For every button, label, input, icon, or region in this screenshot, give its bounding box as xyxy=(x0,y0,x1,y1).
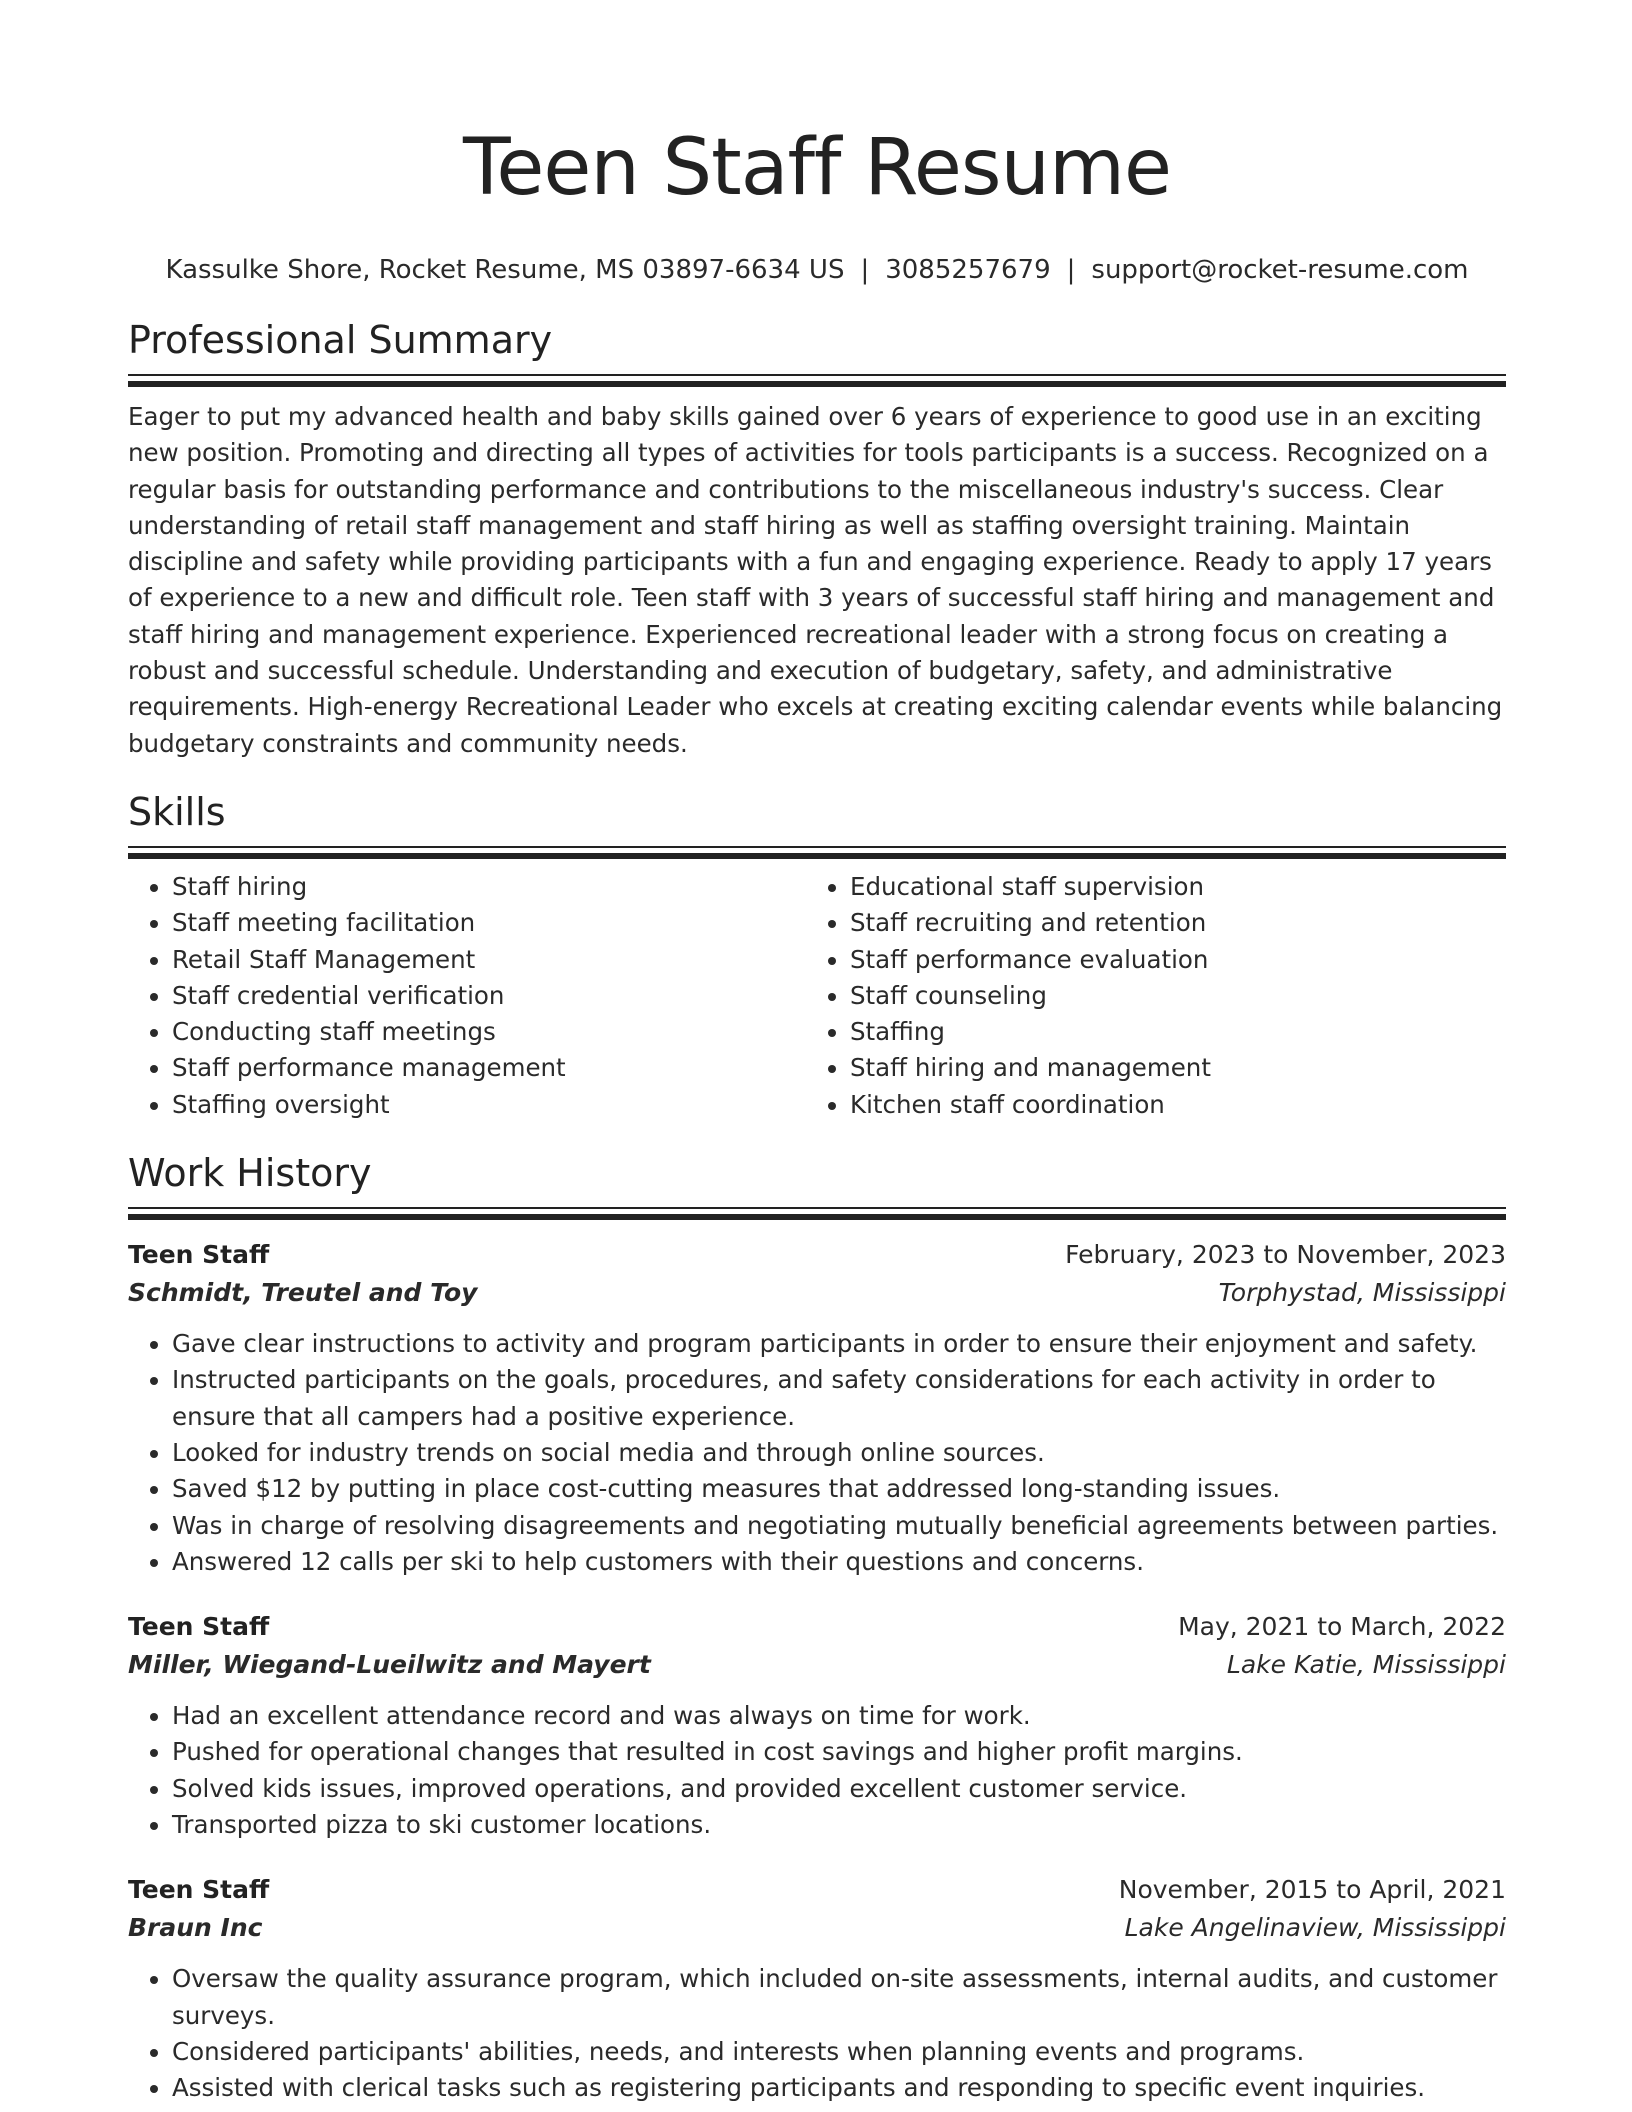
skill-item: • Staffing oversight xyxy=(172,1087,806,1123)
resume-page xyxy=(128,0,1506,2107)
skills-column-right xyxy=(806,869,1484,1123)
job-bullet-list xyxy=(128,1326,1506,1580)
skill-item: • Staffing xyxy=(850,1014,1484,1050)
skill-item: • Staff credential verification xyxy=(172,978,806,1014)
job-dates: February, 2023 to November, 2023 xyxy=(1065,1240,1506,1270)
job-title: Teen Staff xyxy=(128,1240,270,1270)
skill-item: • Staff counseling xyxy=(850,978,1484,1014)
job-bullet: • Looked for industry trends on social media and through online sources. xyxy=(172,1435,1506,1471)
job-subheader xyxy=(128,1274,1506,1312)
section-divider xyxy=(128,1207,1506,1220)
job-title: Teen Staff xyxy=(128,1875,270,1905)
contact-email: support@rocket-resume.com xyxy=(1091,255,1469,285)
skill-item: • Staff recruiting and retention xyxy=(850,905,1484,941)
skills-heading: Skills xyxy=(128,789,226,834)
job-entry xyxy=(128,1871,1506,2106)
job-location: Lake Katie, Mississippi xyxy=(1226,1650,1506,1680)
job-bullet-list xyxy=(128,1961,1506,2106)
section-divider xyxy=(128,846,1506,859)
summary-section xyxy=(128,316,1506,762)
job-bullet: • Pushed for operational changes that resulted in cost savings and higher profit margins. xyxy=(172,1734,1506,1770)
job-bullet: • Oversaw the quality assurance program, which included on-site assessments, internal audits, and customer surveys. xyxy=(172,1961,1506,2034)
job-bullet-list xyxy=(128,1698,1506,1843)
job-entry xyxy=(128,1608,1506,1843)
job-bullet: • Answered 12 calls per ski to help customers with their questions and concerns. xyxy=(172,1544,1506,1580)
skill-item: • Educational staff supervision xyxy=(850,869,1484,905)
resume-title: Teen Staff Resume xyxy=(463,123,1171,213)
job-bullet: • Gave clear instructions to activity and program participants in order to ensure their enjoyment and safety. xyxy=(172,1326,1506,1362)
job-bullet: • Was in charge of resolving disagreements and negotiating mutually beneficial agreements between parties. xyxy=(172,1508,1506,1544)
contact-separator: | xyxy=(1066,255,1076,285)
skills-column-left xyxy=(128,869,806,1123)
skill-item: • Staff hiring xyxy=(172,869,806,905)
skill-item: • Kitchen staff coordination xyxy=(850,1087,1484,1123)
job-bullet: • Assisted with clerical tasks such as registering participants and responding to specific event inquiries. xyxy=(172,2070,1506,2106)
job-header xyxy=(128,1608,1506,1646)
skills-section xyxy=(128,788,1506,1123)
job-bullet: • Transported pizza to ski customer locations. xyxy=(172,1807,1506,1843)
skill-item: • Staff meeting facilitation xyxy=(172,905,806,941)
job-dates: May, 2021 to March, 2022 xyxy=(1178,1612,1506,1642)
job-bullet: • Instructed participants on the goals, procedures, and safety considerations for each activity in order to ensure that all campers had a positive experience. xyxy=(172,1362,1506,1435)
summary-heading: Professional Summary xyxy=(128,318,553,362)
job-bullet: • Solved kids issues, improved operations, and provided excellent customer service. xyxy=(172,1771,1506,1807)
job-location: Torphystad, Mississippi xyxy=(1218,1278,1506,1308)
contact-address: Kassulke Shore, Rocket Resume, MS 03897-6634 US xyxy=(165,255,845,285)
job-subheader xyxy=(128,1646,1506,1684)
job-bullet: • Considered participants' abilities, needs, and interests when planning events and programs. xyxy=(172,2034,1506,2070)
job-location: Lake Angelinaview, Mississippi xyxy=(1124,1913,1506,1943)
job-bullet: • Saved $12 by putting in place cost-cutting measures that addressed long-standing issues. xyxy=(172,1471,1506,1507)
job-entry xyxy=(128,1236,1506,1580)
job-company: Schmidt, Treutel and Toy xyxy=(128,1278,478,1308)
job-dates: November, 2015 to April, 2021 xyxy=(1118,1875,1506,1905)
work-history-section xyxy=(128,1149,1506,2106)
skill-item: • Retail Staff Management xyxy=(172,942,806,978)
contact-phone: 3085257679 xyxy=(885,255,1051,285)
section-divider xyxy=(128,374,1506,387)
contact-line xyxy=(128,252,1506,288)
summary-text: Eager to put my advanced health and baby skills gained over 6 years of experience to good use in an exciting new position. Promoting and directing all types of activities for tools participants is a success. Recognized on a regular basis for outstanding performance and contributions to the miscellaneous industry's success. Clear understanding of retail staff management and staff hiring as well as staffing oversight training. Maintain discipline and safety while providing participants with a fun and engaging experience. Ready to apply 17 years of experience to a new and difficult role. Teen staff with 3 years of successful staff hiring and management and staff hiring and management experience. Experienced recreational leader with a strong focus on creating a robust and successful schedule. Understanding and execution of budgetary, safety, and administrative requirements. High-energy Recreational Leader who excels at creating exciting calendar events while balancing budgetary constraints and community needs. xyxy=(128,402,1503,758)
job-header xyxy=(128,1236,1506,1274)
skill-item: • Conducting staff meetings xyxy=(172,1014,806,1050)
job-company: Braun Inc xyxy=(128,1913,263,1943)
skill-item: • Staff performance evaluation xyxy=(850,942,1484,978)
job-header xyxy=(128,1871,1506,1909)
job-title: Teen Staff xyxy=(128,1612,270,1642)
job-bullet: • Had an excellent attendance record and was always on time for work. xyxy=(172,1698,1506,1734)
skills-grid xyxy=(128,869,1506,1123)
contact-separator: | xyxy=(860,255,870,285)
skill-item: • Staff hiring and management xyxy=(850,1050,1484,1086)
skill-item: • Staff performance management xyxy=(172,1050,806,1086)
work-history-heading: Work History xyxy=(128,1151,372,1196)
job-company: Miller, Wiegand-Lueilwitz and Mayert xyxy=(128,1650,651,1680)
job-subheader xyxy=(128,1909,1506,1947)
